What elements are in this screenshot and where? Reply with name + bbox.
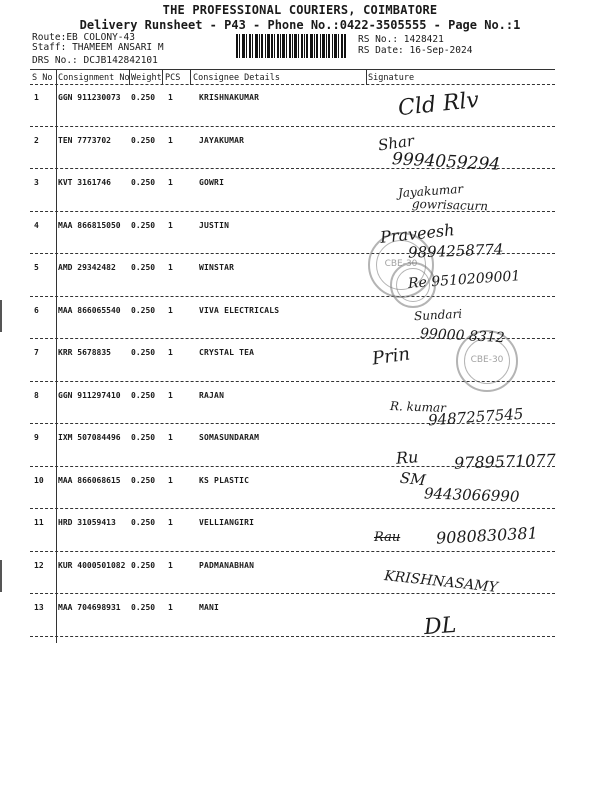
signature-6-name: Sundari [413, 306, 463, 324]
cell-consignee: JUSTIN [199, 220, 230, 230]
signature-11-phone: 9080830381 [435, 523, 539, 548]
cell-weight: 0.250 [131, 178, 156, 187]
signature-4-phone: 9894258774 [407, 240, 504, 262]
cell-pcs: 1 [168, 263, 173, 272]
cell-consignment: AMD 29342482 [58, 263, 116, 272]
cell-pcs: 1 [168, 560, 173, 570]
signature-10-phone: 9443066990 [423, 484, 520, 506]
cell-sno: 4 [34, 220, 39, 230]
col-header-consignee: Consignee Details [193, 73, 280, 83]
cell-weight: 0.250 [131, 433, 156, 442]
cell-pcs: 1 [168, 518, 173, 527]
staff-field [32, 42, 164, 53]
cell-consignment: MAA 866815050 [58, 220, 121, 230]
cell-weight: 0.250 [131, 390, 156, 400]
signature-4-name: Praveesh [379, 220, 456, 247]
staff-value: THAMEEM ANSARI M [72, 42, 164, 53]
cell-weight: 0.250 [131, 603, 156, 612]
row-rule [30, 551, 555, 552]
row-rule [30, 126, 555, 127]
route-label: Route: [32, 32, 67, 43]
row-rule [30, 636, 555, 637]
cell-consignment: GGN 911297410 [58, 390, 121, 400]
cell-weight: 0.250 [131, 220, 156, 230]
cell-consignee: SOMASUNDARAM [199, 433, 260, 442]
col-sep-3 [162, 69, 163, 85]
cell-sno: 5 [34, 263, 39, 272]
row-rule [30, 296, 555, 297]
cell-consignee: RAJAN [199, 390, 225, 400]
cell-weight: 0.250 [131, 305, 156, 315]
cell-consignee: CRYSTAL TEA [199, 348, 255, 357]
rs-date-value: 16-Sep-2024 [409, 45, 473, 56]
signature-8-phone: 9487257545 [427, 404, 524, 430]
col-sep-2 [129, 69, 130, 85]
col-header-weight: Weight [131, 73, 162, 83]
cell-sno: 12 [34, 560, 44, 570]
rs-date-field [358, 45, 472, 56]
cell-pcs: 1 [168, 135, 173, 145]
signature-5: Re 9510209001 [407, 268, 521, 292]
cell-weight: 0.250 [131, 348, 156, 357]
signature-11-name: Rau [374, 530, 401, 545]
cell-consignee: VELLIANGIRI [199, 518, 255, 527]
cell-sno: 7 [34, 348, 39, 357]
cell-pcs: 1 [168, 475, 173, 485]
cell-consignment: IXM 507084496 [58, 433, 121, 442]
cell-sno: 3 [34, 178, 39, 187]
signature-8-name: R. kumar [389, 399, 447, 415]
cell-sno: 10 [34, 475, 44, 485]
cell-consignee: KS PLASTIC [199, 475, 250, 485]
table-top-rule [30, 69, 555, 70]
office-stamp-2-label: CBE-30 [470, 355, 504, 365]
staff-label: Staff: [32, 42, 67, 53]
drs-value: DCJB142842101 [83, 55, 158, 66]
signature-6-phone: 99000 8312 [419, 325, 505, 347]
cell-consignment: HRD 31059413 [58, 518, 116, 527]
scan-edge-mark [0, 560, 2, 592]
cell-consignee: MANI [199, 603, 220, 612]
office-stamp-label: CBE-30 [384, 259, 418, 269]
cell-pcs: 1 [168, 390, 173, 400]
cell-consignment: KUR 4000501082 [58, 560, 126, 570]
signature-7: Prin [370, 343, 412, 370]
signature-2-name: Shar [376, 131, 416, 155]
cell-consignee: GOWRI [199, 178, 225, 187]
route-value: EB COLONY-43 [66, 32, 135, 43]
cell-consignment: MAA 866068615 [58, 475, 121, 485]
signature-10-mark: SM [399, 468, 427, 490]
signature-3-text: gowrisacurn [411, 196, 489, 214]
cell-consignment: KVT 3161746 [58, 178, 111, 187]
cell-pcs: 1 [168, 93, 173, 102]
company-title: THE PROFESSIONAL COURIERS, COIMBATORE [162, 3, 438, 17]
drs-label: DRS No.: [32, 55, 78, 66]
cell-sno: 11 [34, 518, 44, 527]
cell-consignment: KRR 5678835 [58, 348, 111, 357]
signature-2-phone: 9994059294 [391, 149, 501, 175]
cell-pcs: 1 [168, 220, 173, 230]
cell-weight: 0.250 [131, 93, 156, 102]
signature-3-name: Jayakumar [397, 181, 464, 201]
signature-9-phone: 9789571077 [453, 450, 557, 473]
cell-consignment: GGN 911230073 [58, 93, 121, 102]
cell-sno: 1 [34, 93, 39, 102]
cell-consignee: KRISHNAKUMAR [199, 93, 260, 102]
rs-date-label: RS Date: [358, 45, 404, 56]
col-sep-5 [366, 69, 367, 85]
signature-1: Cld Rlv [396, 87, 481, 122]
cell-weight: 0.250 [131, 560, 156, 570]
col-header-consignment: Consignment No [58, 73, 130, 83]
cell-pcs: 1 [168, 603, 173, 612]
cell-consignee: WINSTAR [199, 263, 235, 272]
rs-no-label: RS No.: [358, 34, 399, 45]
cell-pcs: 1 [168, 348, 173, 357]
col-sep-4 [190, 69, 191, 85]
cell-consignee: JAYAKUMAR [199, 135, 245, 145]
cell-sno: 13 [34, 603, 44, 612]
rs-no-value: 1428421 [403, 34, 444, 45]
scan-edge-mark [0, 300, 2, 332]
signature-9-name: Ru [395, 447, 419, 468]
cell-pcs: 1 [168, 178, 173, 187]
cell-consignment: MAA 866065540 [58, 305, 121, 315]
row-rule [30, 508, 555, 509]
signature-12: KRISHNASAMY [383, 568, 499, 596]
cell-pcs: 1 [168, 433, 173, 442]
col-header-sno: S No [32, 73, 53, 83]
runsheet-title: Delivery Runsheet - P43 - Phone No.:0422-3505555 - Page No.:1 [79, 18, 521, 32]
cell-consignee: VIVA ELECTRICALS [199, 305, 280, 315]
cell-sno: 9 [34, 433, 39, 442]
rs-no-field [358, 34, 444, 45]
cell-consignment: MAA 704698931 [58, 603, 121, 612]
cell-weight: 0.250 [131, 475, 156, 485]
col-header-pcs: PCS [165, 73, 181, 83]
header-rule [30, 84, 555, 85]
cell-sno: 8 [34, 390, 39, 400]
barcode-image [236, 34, 346, 58]
cell-weight: 0.250 [131, 518, 156, 527]
cell-weight: 0.250 [131, 135, 156, 145]
cell-sno: 6 [34, 305, 39, 315]
cell-pcs: 1 [168, 305, 173, 315]
cell-weight: 0.250 [131, 263, 156, 272]
cell-consignment: TEN 7773702 [58, 135, 111, 145]
col-sep-1 [56, 69, 57, 643]
cell-sno: 2 [34, 135, 39, 145]
cell-consignee: PADMANABHAN [199, 560, 255, 570]
col-header-signature: Signature [368, 73, 415, 83]
drs-field [32, 55, 158, 66]
signature-13: DL [423, 612, 458, 641]
